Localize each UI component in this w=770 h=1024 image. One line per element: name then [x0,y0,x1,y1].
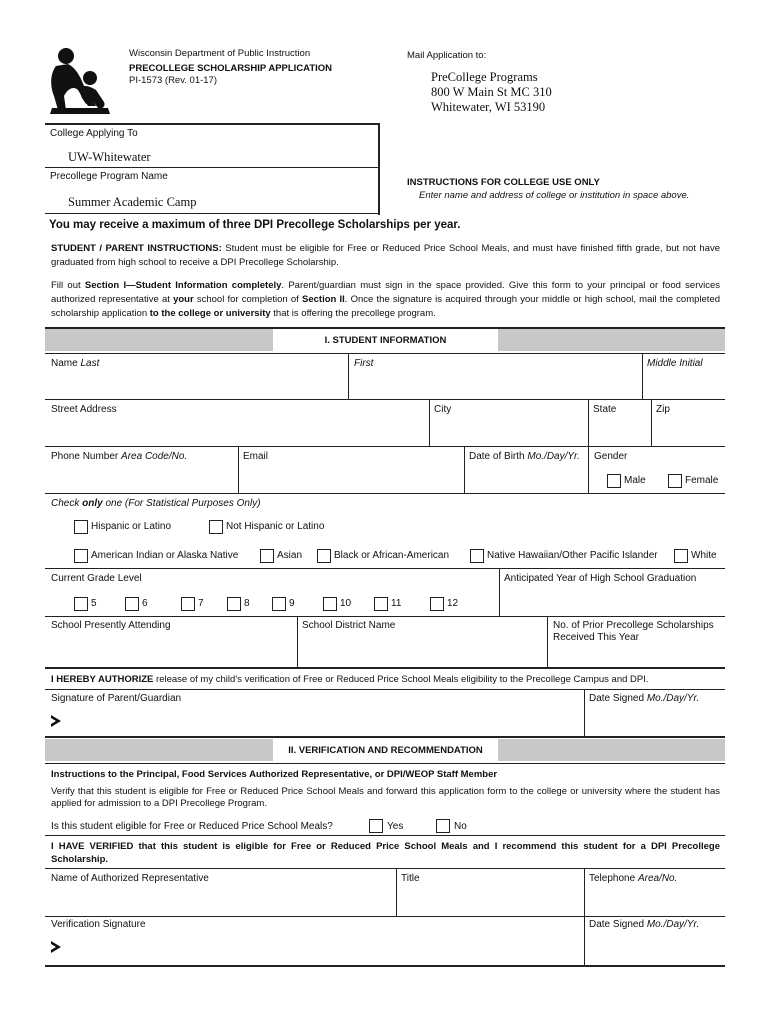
not-hispanic-checkbox[interactable] [209,520,223,534]
gender-male-checkbox[interactable] [607,474,621,488]
verification-date-label: Date Signed Mo./Day/Yr. [589,919,700,930]
american-indian-label: American Indian or Alaska Native [91,550,239,561]
school-attending-label: School Presently Attending [51,620,171,631]
form-number: PI-1573 (Rev. 01-17) [129,75,218,86]
college-instructions-text: Enter name and address of college or institution in space above. [419,190,690,201]
signature-arrow-icon [51,715,61,727]
date-of-birth-label: Date of Birth Mo./Day/Yr. [469,451,580,462]
grade-7-label: 7 [198,598,204,609]
not-hispanic-label: Not Hispanic or Latino [226,521,325,532]
black-label: Black or African-American [334,550,450,561]
grade-11-label: 11 [391,598,402,609]
grade-10-checkbox[interactable] [323,597,337,611]
form-title: PRECOLLEGE SCHOLARSHIP APPLICATION [129,63,333,74]
phone-number-label: Phone Number Area Code/No. [51,451,188,462]
authorized-rep-label: Name of Authorized Representative [51,873,209,884]
grade-7-checkbox[interactable] [181,597,195,611]
fill-out-instructions: Fill out Section I—Student Information completely. Parent/guardian must sign in the space provided. Give this form to your principal or food services authorized representative at your school for completion of Section II. Once the signature is acquired through your middle or high school, mail the completed scholarship application to the college or university that is offering the precollege program. [51,280,721,319]
grade-5-label: 5 [91,598,97,609]
asian-label: Asian [277,550,303,561]
gender-female-label: Female [685,475,719,486]
hispanic-label: Hispanic or Latino [91,521,172,532]
max-scholarship-heading: You may receive a maximum of three DPI Precollege Scholarships per year. [49,219,461,231]
prior-scholarships-label-2: Received This Year [553,632,639,643]
dpi-logo [48,46,112,116]
first-name-label: First [354,358,374,369]
eligible-no-label: No [454,821,467,832]
middle-initial-label: Middle Initial [647,358,703,369]
college-field[interactable]: UW-Whitewater [68,150,151,164]
mail-address-line2: 800 W Main St MC 310 [431,85,552,99]
hispanic-checkbox[interactable] [74,520,88,534]
program-label: Precollege Program Name [50,171,168,182]
college-instructions-title: INSTRUCTIONS FOR COLLEGE USE ONLY [407,177,600,188]
american-indian-checkbox[interactable] [74,549,88,563]
grade-level-label: Current Grade Level [51,573,142,584]
grade-11-checkbox[interactable] [374,597,388,611]
native-hawaiian-checkbox[interactable] [470,549,484,563]
zip-label: Zip [656,404,670,415]
state-label: State [593,404,617,415]
city-label: City [434,404,452,415]
name-last-label: Name Last [51,358,100,369]
gender-label: Gender [594,451,628,462]
section1-title: I. STUDENT INFORMATION [273,329,498,351]
email-label: Email [243,451,269,462]
white-label: White [691,550,717,561]
student-parent-instructions: STUDENT / PARENT INSTRUCTIONS: Student must be eligible for Free or Reduced Price School Meals, and must have finished fifth grade, but not have graduated from high school to receive a DPI Precollege Scholarship. [51,243,721,268]
black-checkbox[interactable] [317,549,331,563]
statistical-instructions: Check only one (For Statistical Purposes Only) [51,498,261,509]
grade-10-label: 10 [340,598,352,609]
gender-male-label: Male [624,475,646,486]
grade-12-label: 12 [447,598,459,609]
section2-title: II. VERIFICATION AND RECOMMENDATION [273,739,498,761]
authorize-statement: I HEREBY AUTHORIZE release of my child’s verification of Free or Reduced Price School Meals eligibility to the Precollege Campus and DPI. [51,674,649,685]
eligibility-question: Is this student eligible for Free or Reduced Price School Meals? [51,821,333,832]
college-label: College Applying To [50,128,138,139]
gender-female-checkbox[interactable] [668,474,682,488]
grade-5-checkbox[interactable] [74,597,88,611]
parent-signature-label: Signature of Parent/Guardian [51,693,182,704]
verification-arrow-icon [51,941,61,953]
asian-checkbox[interactable] [260,549,274,563]
date-signed-label: Date Signed Mo./Day/Yr. [589,693,700,704]
verify-instructions: Verify that this student is eligible for Free or Reduced Price School Meals and forward this application form to the college or university where the student has applied for admission to a DPI Precollege Program. [51,786,720,809]
mail-address-line3: Whitewater, WI 53190 [431,100,546,114]
verification-signature-label: Verification Signature [51,919,146,930]
grade-6-label: 6 [142,598,148,609]
grade-9-checkbox[interactable] [272,597,286,611]
graduation-year-label: Anticipated Year of High School Graduation [504,573,697,584]
mail-address-line1: PreCollege Programs [431,70,538,84]
program-field[interactable]: Summer Academic Camp [68,195,197,209]
prior-scholarships-label-1: No. of Prior Precollege Scholarships [553,620,714,631]
grade-8-checkbox[interactable] [227,597,241,611]
native-hawaiian-label: Native Hawaiian/Other Pacific Islander [487,550,658,561]
grade-9-label: 9 [289,598,295,609]
street-address-label: Street Address [51,404,117,415]
school-district-label: School District Name [302,620,396,631]
grade-12-checkbox[interactable] [430,597,444,611]
verified-statement: I HAVE VERIFIED that this student is eligible for Free or Reduced Price School Meals and I recommend this student for a DPI Precollege Scholarship. [51,841,720,865]
eligible-yes-checkbox[interactable] [369,819,383,833]
grade-8-label: 8 [244,598,250,609]
eligible-yes-label: Yes [387,821,404,832]
title-label: Title [401,873,420,884]
mail-label: Mail Application to: [407,50,487,61]
eligible-no-checkbox[interactable] [436,819,450,833]
principal-instructions-heading: Instructions to the Principal, Food Services Authorized Representative, or DPI/WEOP Staff Member [51,769,498,780]
department-name: Wisconsin Department of Public Instruction [129,48,311,59]
grade-6-checkbox[interactable] [125,597,139,611]
white-checkbox[interactable] [674,549,688,563]
telephone-label: Telephone Area/No. [589,873,678,884]
